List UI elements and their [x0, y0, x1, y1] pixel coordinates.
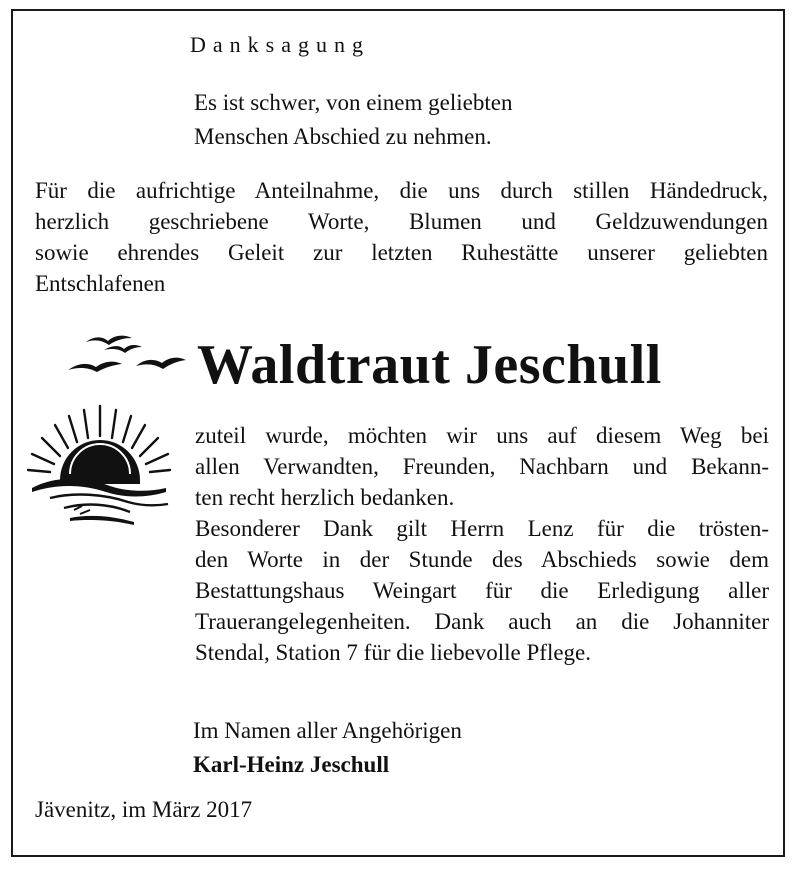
notice-heading: Danksagung	[190, 32, 370, 57]
verse-line: Menschen Abschied zu nehmen.	[194, 124, 492, 149]
intro-line: sowie ehrendes Geleit zur letzten Ruhestätte unserer geliebten	[35, 240, 768, 265]
body-line: Trauerangelegenheiten. Dank auch an die Johanniter	[195, 609, 769, 634]
intro-line: Entschlafenen	[35, 271, 166, 296]
body-line: zuteil wurde, möchten wir uns auf diesem Weg bei	[195, 423, 769, 448]
closing	[193, 714, 462, 782]
place-date: Jävenitz, im März 2017	[35, 797, 253, 822]
body-line: ten recht herzlich bedanken.	[195, 485, 455, 510]
verse-line: Es ist schwer, von einem geliebten	[194, 90, 513, 115]
body-line: Bestattungshaus Weingart für die Erledigung aller	[195, 578, 769, 603]
body-line: Stendal, Station 7 für die liebevolle Pflege.	[195, 640, 592, 665]
intro-line: herzlich geschriebene Worte, Blumen und Geldzuwendungen	[35, 209, 768, 234]
deceased-name: Waldtraut Jeschull	[197, 334, 662, 396]
body-line: Besonderer Dank gilt Herrn Lenz für die trösten-	[195, 516, 769, 541]
closing-line: Im Namen aller Angehörigen	[193, 718, 462, 743]
flying-birds-icon	[66, 332, 190, 382]
body-line: allen Verwandten, Freunden, Nachbarn und Bekann-	[195, 454, 769, 479]
body-line: den Worte in der Stunde des Abschieds sowie dem	[195, 547, 769, 572]
verse	[194, 86, 512, 154]
body-paragraph	[195, 420, 769, 668]
signatory: Karl-Heinz Jeschull	[193, 752, 390, 777]
intro-paragraph	[35, 175, 768, 299]
intro-line: Für die aufrichtige Anteilnahme, die uns durch stillen Händedruck,	[35, 178, 768, 203]
sunset-hills-icon	[24, 402, 174, 530]
